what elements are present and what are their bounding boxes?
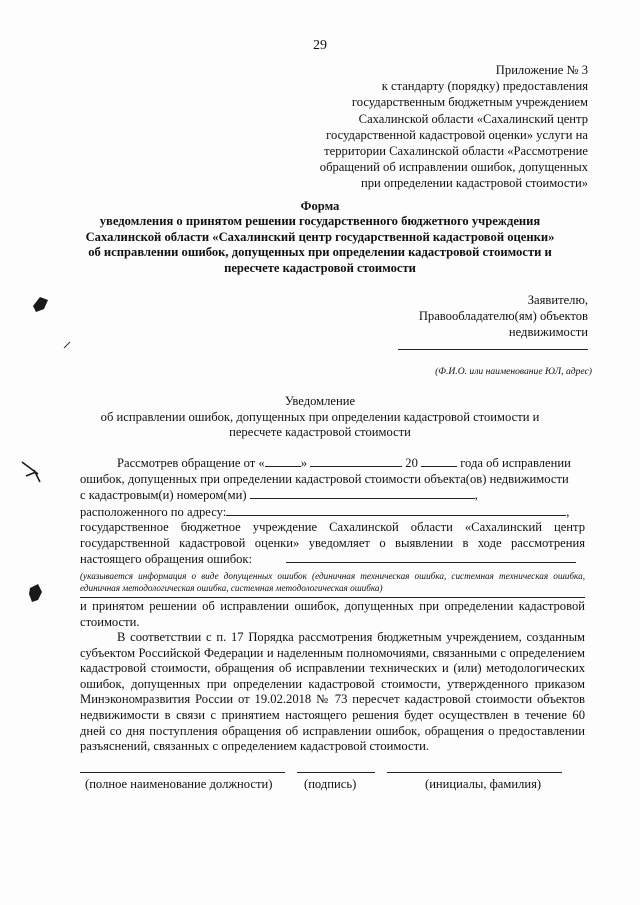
p1-text: » <box>300 456 307 470</box>
notice-line: об исправлении ошибок, допущенных при определении кадастровой стоимости и <box>100 409 540 424</box>
notice-line: Уведомление <box>284 394 356 408</box>
appendix-line: обращений об исправлении ошибок, допущенных <box>319 160 588 175</box>
cadastral-number-blank <box>250 487 475 499</box>
month-blank <box>310 455 402 467</box>
title-line: Сахалинской области «Сахалинский центр государственной кадастровой оценки» <box>85 229 555 244</box>
position-label: (полное наименование должности) <box>85 777 273 791</box>
day-blank <box>265 455 301 467</box>
hole-punch-mark <box>26 582 46 606</box>
p1-text: Рассмотрев обращение от « <box>117 456 265 470</box>
appendix-line: Сахалинской области «Сахалинский центр <box>358 111 588 126</box>
errors-hint: (указывается информация о виде допущенных ошибок (единичная техническая ошибка, системная техническая ошибка, единичная методологическая ошибка, системная методологическая ошибка) <box>80 571 585 594</box>
notice-line: пересчете кадастровой стоимости <box>229 425 411 440</box>
appendix-line: государственным бюджетным учреждением <box>351 95 588 110</box>
paragraph-1 <box>80 455 585 567</box>
p1-text: года об исправлении <box>460 456 571 470</box>
name-signature-line <box>387 772 562 773</box>
errors-line <box>80 597 585 598</box>
appendix-line: при определении кадастровой стоимости» <box>361 176 588 191</box>
appendix-header <box>288 62 588 192</box>
errors-blank <box>286 562 576 563</box>
addressee-line: недвижимости <box>508 325 588 340</box>
addressee-line: Заявителю, <box>527 293 588 307</box>
name-label: (инициалы, фамилия) <box>425 777 542 791</box>
paragraph-3: В соответствии с п. 17 Порядка рассмотрения бюджетным учреждением, созданным субъектом Российской Федерации и наделенным полномочиями, связанными с определением кадастровой стоимости, обращения об исправлении технических и (или) методологических ошибок, допущенных при определении кадастровой стоимости, утвержденного приказом Минэкономразвития России от 19.02.2018 № 73 пересчет кадастровой стоимости объектов недвижимости в связи с принятием настоящего решения будет осуществлен в течение 60 дней со дня поступления обращения об исправлении ошибок, обращения о предоставлении разъяснений, связанных с определением кадастровой стоимости. <box>80 630 585 754</box>
stray-mark <box>62 340 72 350</box>
p1-row-5: государственное бюджетное учреждение Сахалинской области «Сахалинский центр государственной кадастровой оценки» уведомляет о выявлении в ходе рассмотрения настоящего обращения ошибок: <box>80 520 585 566</box>
year-blank <box>421 455 457 467</box>
page-number: 29 <box>313 38 327 53</box>
p1-row-4 <box>80 504 585 521</box>
addressee-line: Правообладателю(ям) объектов <box>418 309 588 324</box>
p1-text: 20 <box>405 456 418 470</box>
stray-mark <box>20 458 42 486</box>
p1-text: , <box>474 488 478 503</box>
title-line: Форма <box>300 199 340 213</box>
paragraph-2: и принятом решении об исправлении ошибок, допущенных при определении кадастровой стоимости. <box>80 599 585 629</box>
sign-label: (подпись) <box>304 777 357 791</box>
title-line: уведомления о принятом решении государственного бюджетного учреждения <box>99 214 541 229</box>
title-line: пересчете кадастровой стоимости <box>224 260 416 275</box>
p1-text: с кадастровым(и) номером(ми) <box>80 488 247 503</box>
appendix-line: Приложение № 3 <box>495 63 588 77</box>
form-title <box>60 199 580 276</box>
p1-text: , <box>566 504 570 519</box>
appendix-line: территории Сахалинской области «Рассмотрение <box>324 144 588 159</box>
appendix-line: государственной кадастровой оценки» услуги на <box>326 127 588 142</box>
title-line: об исправлении ошибок, допущенных при определении кадастровой стоимости и <box>88 245 552 260</box>
addressee-fill-line <box>398 349 588 350</box>
p1-row-3 <box>80 487 585 504</box>
p1-row-2: ошибок, допущенных при определении кадастровой стоимости объекта(ов) недвижимости <box>80 471 569 486</box>
position-signature-line <box>80 772 285 773</box>
appendix-line: к стандарту (порядку) предоставления <box>381 79 588 94</box>
addressee-block <box>328 292 588 341</box>
notice-heading <box>60 394 580 441</box>
hole-punch-mark <box>30 293 52 315</box>
addressee-hint: (Ф.И.О. или наименование ЮЛ, адрес) <box>435 366 592 377</box>
p1-row-1 <box>80 455 585 472</box>
p1-text: расположенного по адресу: <box>80 504 227 519</box>
sign-signature-line <box>297 772 375 773</box>
address-blank <box>226 504 566 516</box>
